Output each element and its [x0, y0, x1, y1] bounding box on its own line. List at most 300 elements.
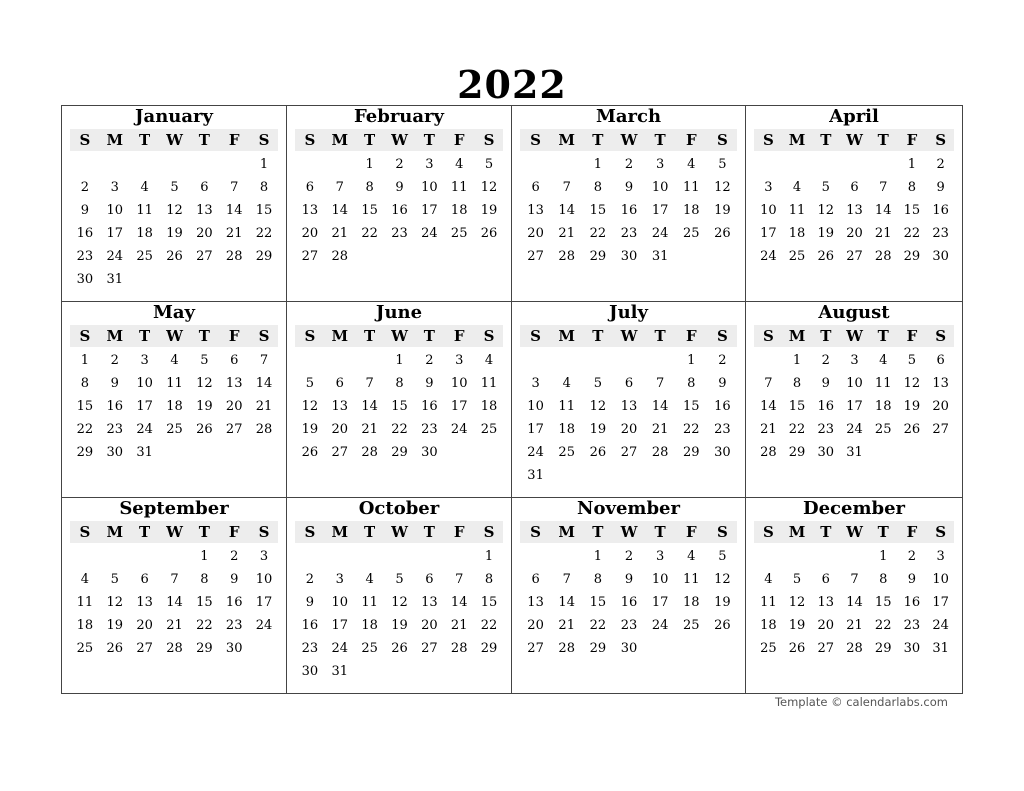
- day-cell: 17: [421, 203, 438, 218]
- day-cell: 25: [683, 618, 700, 633]
- month-may: [62, 302, 287, 498]
- day-cell: 5: [718, 549, 727, 564]
- day-cell: 25: [788, 249, 806, 264]
- day-cell: 16: [620, 595, 638, 610]
- day-cell: 3: [110, 180, 119, 195]
- day-cell: 13: [527, 595, 544, 610]
- day-cell: 6: [335, 376, 344, 391]
- weekday-header: T: [364, 523, 376, 541]
- weekday-header: S: [717, 327, 728, 345]
- day-cell: 5: [792, 572, 802, 587]
- day-cell: 27: [817, 641, 835, 656]
- day-cell: 15: [480, 595, 498, 610]
- day-cell: 20: [301, 226, 319, 241]
- day-cell: 2: [395, 157, 404, 172]
- day-cell: 28: [846, 641, 863, 656]
- weekday-header: F: [685, 131, 697, 149]
- day-cell: 27: [196, 249, 213, 264]
- day-cell: 29: [683, 445, 700, 460]
- weekday-header: M: [106, 131, 124, 149]
- day-cell: 11: [760, 595, 777, 610]
- day-cell: 16: [391, 203, 408, 218]
- weekday-header: F: [685, 327, 697, 345]
- day-cell: 22: [589, 226, 607, 241]
- day-cell: 18: [874, 399, 892, 414]
- day-cell: 9: [305, 595, 315, 610]
- weekday-header: M: [331, 131, 349, 149]
- day-cell: 9: [936, 180, 945, 195]
- day-cell: 19: [166, 226, 183, 241]
- day-cell: 9: [718, 376, 727, 391]
- day-cell: 14: [255, 376, 273, 391]
- day-cell: 28: [651, 445, 669, 460]
- day-cell: 9: [425, 376, 434, 391]
- day-cell: 22: [874, 618, 892, 633]
- day-cell: 25: [136, 249, 153, 264]
- day-cell: 24: [331, 641, 349, 656]
- day-cell: 21: [361, 422, 378, 437]
- weekday-header: W: [620, 327, 638, 345]
- weekday-header: W: [166, 327, 183, 345]
- month-name: June: [375, 302, 423, 323]
- day-cell: 7: [259, 353, 269, 368]
- weekday-header-row: [70, 129, 278, 151]
- day-cell: 23: [903, 618, 921, 633]
- day-cell: 27: [620, 445, 638, 460]
- day-cell: 23: [817, 422, 835, 437]
- day-cell: 11: [450, 180, 468, 195]
- day-cell: 26: [714, 226, 731, 241]
- day-cell: 4: [365, 572, 374, 587]
- day-cell: 6: [936, 353, 945, 368]
- day-cell: 4: [484, 353, 494, 368]
- day-cell: 2: [230, 549, 239, 564]
- day-cell: 18: [76, 618, 94, 633]
- day-cell: 12: [817, 203, 835, 218]
- day-cell: 18: [450, 203, 468, 218]
- weekday-header: T: [139, 523, 151, 541]
- day-cell: 20: [620, 422, 638, 437]
- day-cell: 8: [593, 572, 602, 587]
- day-cell: 15: [76, 399, 94, 414]
- day-cell: 23: [106, 422, 124, 437]
- day-cell: 17: [136, 399, 153, 414]
- day-cell: 15: [589, 203, 607, 218]
- day-cell: 24: [651, 226, 669, 241]
- day-cell: 24: [106, 249, 124, 264]
- day-cell: 17: [106, 226, 124, 241]
- day-cell: 10: [651, 572, 669, 587]
- day-cell: 13: [331, 399, 349, 414]
- day-cell: 15: [589, 595, 607, 610]
- day-cell: 6: [850, 180, 859, 195]
- day-cell: 28: [166, 641, 183, 656]
- day-cell: 5: [305, 376, 315, 391]
- day-cell: 24: [450, 422, 468, 437]
- day-cell: 8: [879, 572, 888, 587]
- day-cell: 26: [391, 641, 408, 656]
- day-cell: 27: [421, 641, 438, 656]
- weekday-header-row: [295, 325, 503, 347]
- day-cell: 13: [421, 595, 438, 610]
- day-cell: 19: [589, 422, 607, 437]
- weekday-header-row: [295, 129, 503, 151]
- month-name: February: [353, 106, 444, 127]
- month-april: [746, 106, 963, 302]
- day-cell: 1: [593, 157, 602, 172]
- day-cell: 14: [225, 203, 243, 218]
- day-cell: 3: [764, 180, 773, 195]
- weekday-header: T: [364, 131, 376, 149]
- month-name: December: [802, 498, 906, 519]
- day-cell: 4: [140, 180, 149, 195]
- day-cell: 10: [760, 203, 777, 218]
- day-cell: 31: [136, 445, 153, 460]
- weekday-header: S: [530, 523, 541, 541]
- weekday-header: T: [592, 131, 604, 149]
- day-cell: 24: [136, 422, 153, 437]
- month-name: January: [135, 106, 213, 127]
- day-cell: 26: [714, 618, 731, 633]
- day-cell: 24: [527, 445, 544, 460]
- day-cell: 18: [136, 226, 153, 241]
- weekday-header: W: [620, 131, 638, 149]
- day-cell: 5: [907, 353, 917, 368]
- month-february: [287, 106, 512, 302]
- day-cell: 30: [301, 664, 319, 679]
- day-cell: 21: [166, 618, 183, 633]
- day-cell: 20: [932, 399, 949, 414]
- day-cell: 17: [932, 595, 949, 610]
- day-cell: 26: [301, 445, 319, 460]
- month-name: April: [829, 106, 879, 127]
- day-cell: 28: [225, 249, 243, 264]
- day-cell: 8: [484, 572, 494, 587]
- day-cell: 23: [714, 422, 731, 437]
- month-july: [512, 302, 746, 498]
- day-cell: 12: [480, 180, 498, 195]
- weekday-header: S: [304, 523, 316, 541]
- day-cell: 17: [450, 399, 468, 414]
- month-name: August: [818, 302, 890, 323]
- day-cell: 7: [365, 376, 374, 391]
- weekday-header: S: [79, 131, 91, 149]
- day-cell: 2: [80, 180, 90, 195]
- day-cell: 10: [846, 376, 863, 391]
- month-october: [287, 498, 512, 694]
- weekday-header: M: [788, 523, 806, 541]
- day-cell: 2: [936, 157, 945, 172]
- weekday-header: T: [654, 523, 666, 541]
- day-cell: 3: [936, 549, 945, 564]
- weekday-header-row: [520, 521, 737, 543]
- day-cell: 7: [764, 376, 773, 391]
- weekday-header: T: [654, 327, 666, 345]
- day-cell: 11: [361, 595, 378, 610]
- day-cell: 24: [760, 249, 777, 264]
- weekday-header: S: [717, 131, 728, 149]
- day-cell: 18: [166, 399, 183, 414]
- day-cell: 16: [106, 399, 124, 414]
- day-cell: 22: [76, 422, 94, 437]
- day-grid: [295, 350, 503, 497]
- day-cell: 8: [593, 180, 602, 195]
- day-cell: 15: [196, 595, 213, 610]
- day-cell: 15: [361, 203, 378, 218]
- weekday-header: T: [877, 523, 889, 541]
- day-cell: 28: [361, 445, 378, 460]
- day-cell: 18: [760, 618, 777, 633]
- day-cell: 8: [259, 180, 269, 195]
- day-cell: 24: [255, 618, 273, 633]
- day-cell: 25: [361, 641, 378, 656]
- day-cell: 12: [589, 399, 607, 414]
- day-cell: 28: [760, 445, 777, 460]
- day-cell: 30: [620, 641, 638, 656]
- day-cell: 17: [651, 595, 669, 610]
- day-cell: 9: [80, 203, 90, 218]
- day-cell: 23: [932, 226, 949, 241]
- day-cell: 2: [718, 353, 727, 368]
- day-cell: 12: [903, 376, 921, 391]
- day-cell: 20: [196, 226, 213, 241]
- day-cell: 3: [656, 549, 665, 564]
- day-cell: 4: [562, 376, 571, 391]
- day-cell: 6: [425, 572, 434, 587]
- day-cell: 28: [255, 422, 273, 437]
- weekday-header: M: [331, 523, 349, 541]
- day-cell: 8: [365, 180, 374, 195]
- day-cell: 8: [687, 376, 696, 391]
- day-cell: 12: [714, 572, 731, 587]
- day-cell: 7: [335, 180, 344, 195]
- day-cell: 19: [301, 422, 319, 437]
- day-cell: 2: [624, 549, 634, 564]
- month-march: [512, 106, 746, 302]
- day-cell: 10: [255, 572, 273, 587]
- day-cell: 28: [450, 641, 468, 656]
- day-cell: 1: [907, 157, 917, 172]
- day-cell: 26: [166, 249, 183, 264]
- day-cell: 15: [788, 399, 806, 414]
- day-cell: 1: [792, 353, 802, 368]
- day-cell: 14: [450, 595, 468, 610]
- day-cell: 8: [200, 572, 209, 587]
- day-cell: 11: [76, 595, 94, 610]
- day-cell: 19: [788, 618, 806, 633]
- day-cell: 6: [140, 572, 149, 587]
- day-cell: 21: [874, 226, 892, 241]
- day-cell: 3: [259, 549, 269, 564]
- day-cell: 7: [170, 572, 179, 587]
- day-cell: 9: [907, 572, 917, 587]
- day-cell: 3: [531, 376, 540, 391]
- weekday-header: T: [877, 131, 889, 149]
- weekday-header: W: [391, 327, 408, 345]
- day-cell: 31: [527, 468, 544, 483]
- day-cell: 1: [365, 157, 374, 172]
- day-cell: 30: [421, 445, 438, 460]
- day-cell: 29: [391, 445, 408, 460]
- day-cell: 12: [391, 595, 408, 610]
- weekday-header: T: [592, 523, 604, 541]
- day-cell: 20: [527, 226, 544, 241]
- month-name: November: [577, 498, 680, 519]
- weekday-header: T: [364, 327, 376, 345]
- day-cell: 13: [136, 595, 153, 610]
- day-cell: 3: [425, 157, 434, 172]
- weekday-header: F: [685, 523, 697, 541]
- month-september: [62, 498, 287, 694]
- day-cell: 10: [651, 180, 669, 195]
- day-cell: 1: [687, 353, 696, 368]
- weekday-header: W: [166, 523, 183, 541]
- weekday-header: S: [762, 523, 774, 541]
- day-cell: 8: [80, 376, 90, 391]
- day-cell: 13: [301, 203, 319, 218]
- day-cell: 27: [527, 641, 544, 656]
- day-cell: 1: [879, 549, 888, 564]
- day-cell: 29: [255, 249, 273, 264]
- day-cell: 3: [656, 157, 665, 172]
- weekday-header: S: [258, 523, 270, 541]
- day-cell: 18: [683, 203, 700, 218]
- day-cell: 13: [225, 376, 243, 391]
- weekday-header: S: [762, 327, 774, 345]
- day-cell: 4: [170, 353, 179, 368]
- weekday-header: F: [228, 131, 240, 149]
- day-cell: 5: [718, 157, 727, 172]
- day-cell: 9: [821, 376, 830, 391]
- day-cell: 23: [301, 641, 319, 656]
- day-cell: 18: [361, 618, 378, 633]
- day-cell: 28: [558, 249, 575, 264]
- weekday-header: M: [106, 523, 124, 541]
- day-cell: 1: [484, 549, 494, 564]
- day-cell: 15: [391, 399, 408, 414]
- weekday-header: S: [935, 131, 947, 149]
- day-cell: 25: [166, 422, 183, 437]
- weekday-header: W: [391, 523, 408, 541]
- day-cell: 4: [764, 572, 773, 587]
- weekday-header: S: [258, 131, 270, 149]
- weekday-header-row: [754, 129, 954, 151]
- day-cell: 23: [76, 249, 94, 264]
- day-cell: 11: [788, 203, 806, 218]
- day-cell: 25: [874, 422, 892, 437]
- month-name: July: [609, 302, 648, 323]
- day-cell: 25: [480, 422, 498, 437]
- day-cell: 2: [907, 549, 917, 564]
- day-cell: 20: [225, 399, 243, 414]
- day-grid: [520, 546, 737, 693]
- weekday-header: S: [304, 327, 316, 345]
- day-cell: 17: [651, 203, 669, 218]
- day-cell: 19: [196, 399, 213, 414]
- day-cell: 5: [170, 180, 179, 195]
- day-cell: 9: [624, 572, 634, 587]
- day-cell: 23: [620, 226, 638, 241]
- day-cell: 21: [450, 618, 468, 633]
- weekday-header: T: [198, 523, 210, 541]
- weekday-header: T: [198, 131, 210, 149]
- day-grid: [754, 350, 954, 497]
- day-cell: 17: [760, 226, 777, 241]
- day-cell: 16: [817, 399, 835, 414]
- weekday-header: F: [453, 131, 465, 149]
- day-cell: 1: [395, 353, 404, 368]
- day-cell: 17: [255, 595, 273, 610]
- weekday-header: F: [906, 131, 918, 149]
- day-cell: 4: [80, 572, 90, 587]
- weekday-header-row: [754, 325, 954, 347]
- day-cell: 20: [421, 618, 438, 633]
- day-cell: 29: [589, 249, 607, 264]
- day-cell: 16: [714, 399, 731, 414]
- day-grid: [295, 154, 503, 301]
- weekday-header: T: [820, 523, 832, 541]
- month-june: [287, 302, 512, 498]
- day-cell: 6: [200, 180, 209, 195]
- day-cell: 25: [76, 641, 94, 656]
- day-cell: 23: [421, 422, 438, 437]
- day-cell: 8: [907, 180, 917, 195]
- weekday-header: F: [453, 327, 465, 345]
- weekday-header: S: [304, 131, 316, 149]
- day-cell: 30: [76, 272, 94, 287]
- month-name: May: [152, 302, 196, 323]
- day-grid: [295, 546, 503, 693]
- day-cell: 21: [651, 422, 669, 437]
- day-cell: 15: [874, 595, 892, 610]
- day-cell: 14: [846, 595, 863, 610]
- day-cell: 27: [301, 249, 319, 264]
- weekday-header: W: [166, 131, 183, 149]
- day-cell: 12: [106, 595, 124, 610]
- day-cell: 2: [624, 157, 634, 172]
- day-cell: 14: [874, 203, 892, 218]
- day-cell: 2: [305, 572, 315, 587]
- weekday-header: S: [258, 327, 270, 345]
- day-cell: 25: [683, 226, 700, 241]
- day-cell: 6: [531, 572, 540, 587]
- day-cell: 16: [903, 595, 921, 610]
- day-cell: 22: [361, 226, 378, 241]
- weekday-header-row: [520, 129, 737, 151]
- day-cell: 29: [874, 641, 892, 656]
- day-cell: 14: [558, 203, 575, 218]
- day-cell: 19: [106, 618, 124, 633]
- month-name: October: [358, 498, 440, 519]
- day-cell: 8: [792, 376, 802, 391]
- day-cell: 5: [110, 572, 119, 587]
- day-cell: 11: [136, 203, 153, 218]
- day-grid: [754, 546, 954, 693]
- day-cell: 6: [305, 180, 315, 195]
- weekday-header: M: [106, 327, 124, 345]
- weekday-header: S: [530, 327, 541, 345]
- day-cell: 9: [395, 180, 404, 195]
- day-cell: 14: [558, 595, 575, 610]
- day-cell: 18: [480, 399, 498, 414]
- day-cell: 19: [903, 399, 921, 414]
- day-grid: [754, 154, 954, 301]
- day-cell: 2: [821, 353, 830, 368]
- day-cell: 13: [527, 203, 544, 218]
- day-cell: 14: [651, 399, 669, 414]
- weekday-header: F: [228, 327, 240, 345]
- calendar-grid: [61, 105, 963, 694]
